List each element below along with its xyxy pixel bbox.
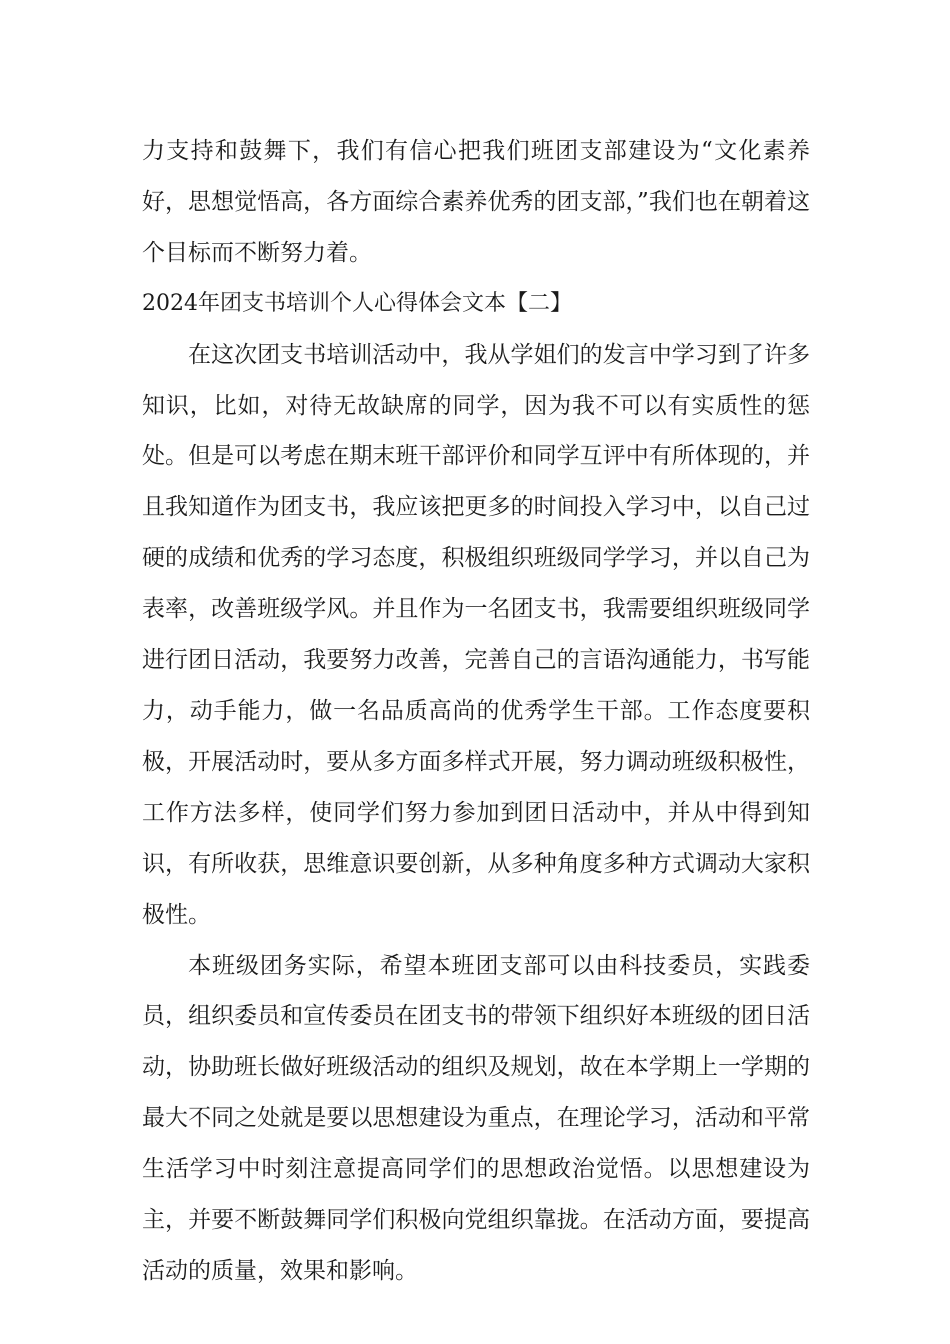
continuation-paragraph: 力支持和鼓舞下，我们有信心把我们班团支部建设为“文化素养好，思想觉悟高，各方面综合素养优秀的团支部，”我们也在朝着这个目标而不断努力着。 — [142, 138, 810, 266]
document-body — [142, 126, 810, 1297]
section-heading: 2024年团支书培训个人心得体会文本【二】 — [142, 290, 572, 316]
body-paragraph-1: 在这次团支书培训活动中，我从学姐们的发言中学习到了许多知识，比如，对待无故缺席的同学，因为我不可以有实质性的惩处。但是可以考虑在期末班干部评价和同学互评中有所体现的，并且我知道作为团支书，我应该把更多的时间投入学习中，以自己过硬的成绩和优秀的学习态度，积极组织班级同学学习，并以自己为表率，改善班级学风。并且作为一名团支书，我需要组织班级同学进行团日活动，我要努力改善，完善自己的言语沟通能力，书写能力，动手能力，做一名品质高尚的优秀学生干部。工作态度要积极，开展活动时，要从多方面多样式开展，努力调动班级积极性，工作方法多样，使同学们努力参加到团日活动中，并从中得到知识，有所收获，思维意识要创新，从多种角度多种方式调动大家积极性。 — [142, 341, 810, 928]
body-paragraph-2: 本班级团务实际，希望本班团支部可以由科技委员，实践委员，组织委员和宣传委员在团支书的带领下组织好本班级的团日活动，协助班长做好班级活动的组织及规划，故在本学期上一学期的最大不同之处就是要以思想建设为重点，在理论学习，活动和平常生活学习中时刻注意提高同学们的思想政治觉悟。以思想建设为主，并要不断鼓舞同学们积极向党组织靠拢。在活动方面，要提高活动的质量，效果和影响。 — [142, 952, 810, 1284]
